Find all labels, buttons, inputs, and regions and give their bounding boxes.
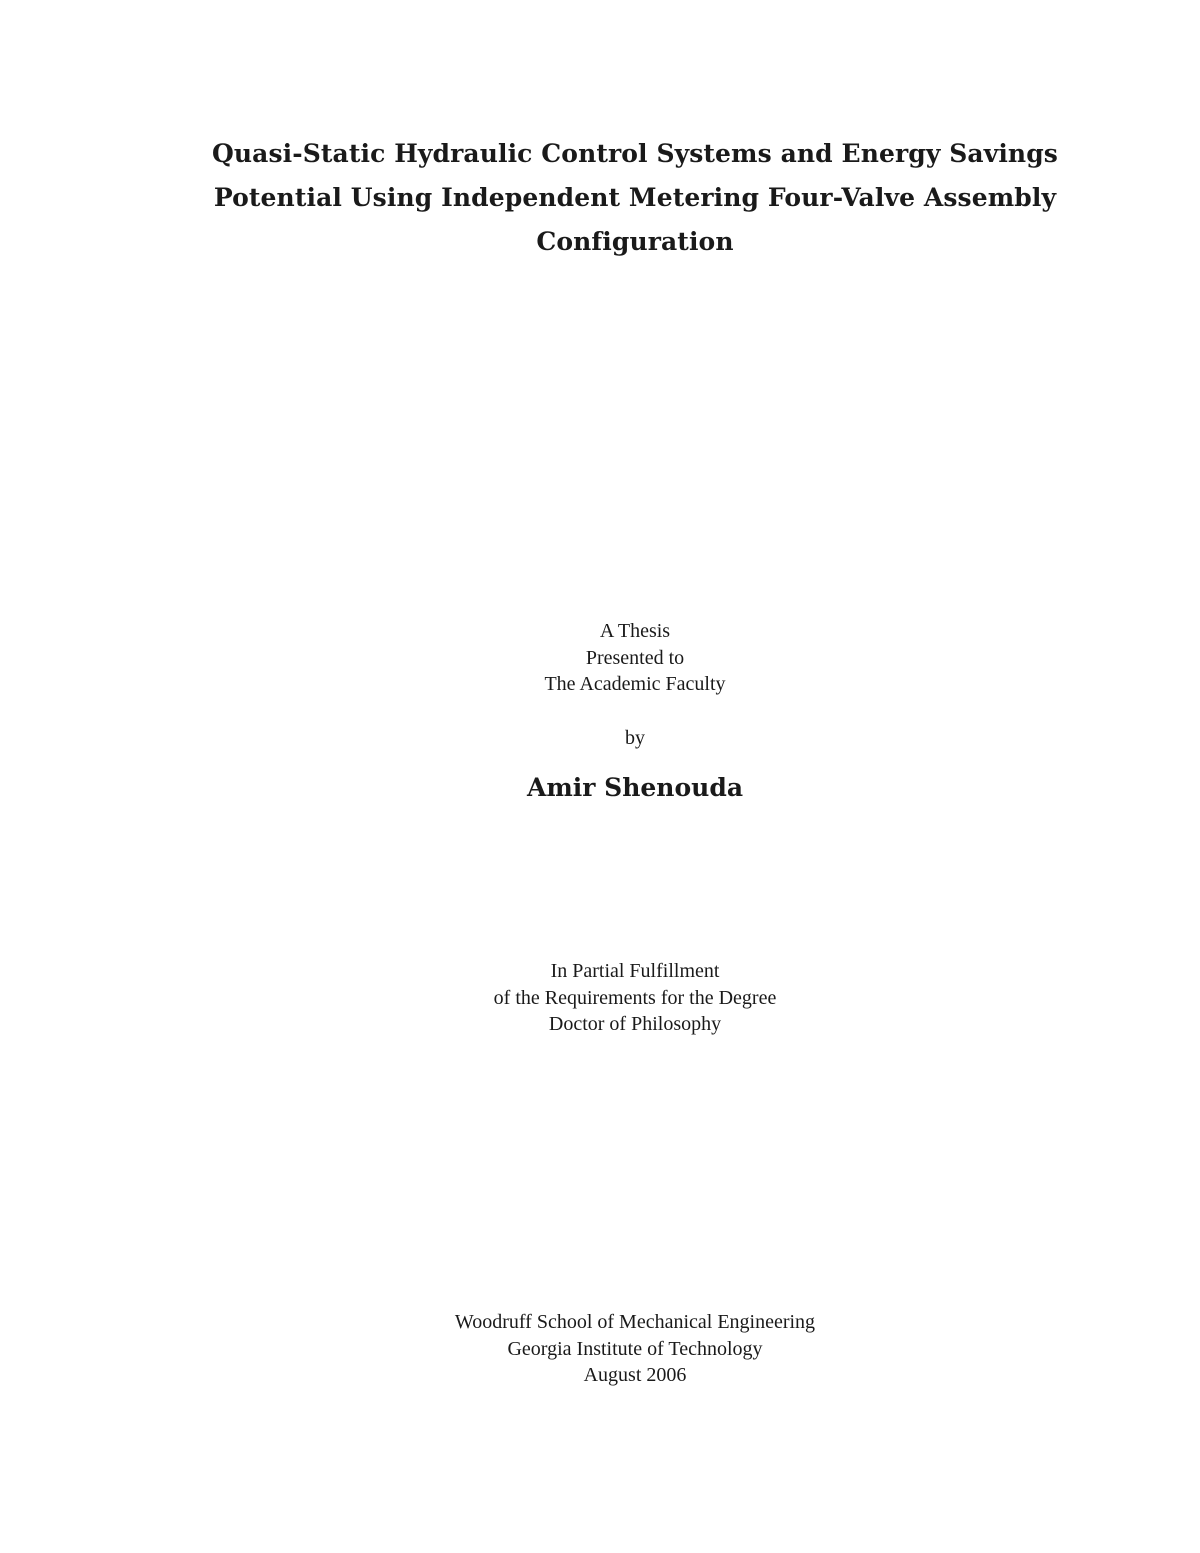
submission-date: August 2006 xyxy=(583,1364,687,1386)
by-label-block xyxy=(300,725,970,752)
fulfillment-line: of the Requirements for the Degree xyxy=(493,986,777,1009)
presentation-line: A Thesis xyxy=(599,620,671,642)
school-name: Woodruff School of Mechanical Engineering xyxy=(454,1311,816,1333)
thesis-title xyxy=(200,132,1070,264)
by-label: by xyxy=(625,727,645,749)
thesis-title-line: Configuration xyxy=(536,227,734,256)
presentation-line: The Academic Faculty xyxy=(544,673,726,695)
presentation-statement xyxy=(300,618,970,698)
thesis-title-line: Quasi-Static Hydraulic Control Systems and Energy Savings xyxy=(212,139,1058,168)
degree-fulfillment-statement xyxy=(300,958,970,1038)
presentation-line: Presented to xyxy=(585,646,685,669)
institution-block xyxy=(300,1309,970,1389)
thesis-title-line: Potential Using Independent Metering Four-Valve Assembly xyxy=(213,183,1057,212)
institute-name: Georgia Institute of Technology xyxy=(507,1337,763,1360)
fulfillment-line: Doctor of Philosophy xyxy=(548,1013,722,1035)
fulfillment-line: In Partial Fulfillment xyxy=(550,960,720,982)
author-name: Amir Shenouda xyxy=(526,773,744,802)
